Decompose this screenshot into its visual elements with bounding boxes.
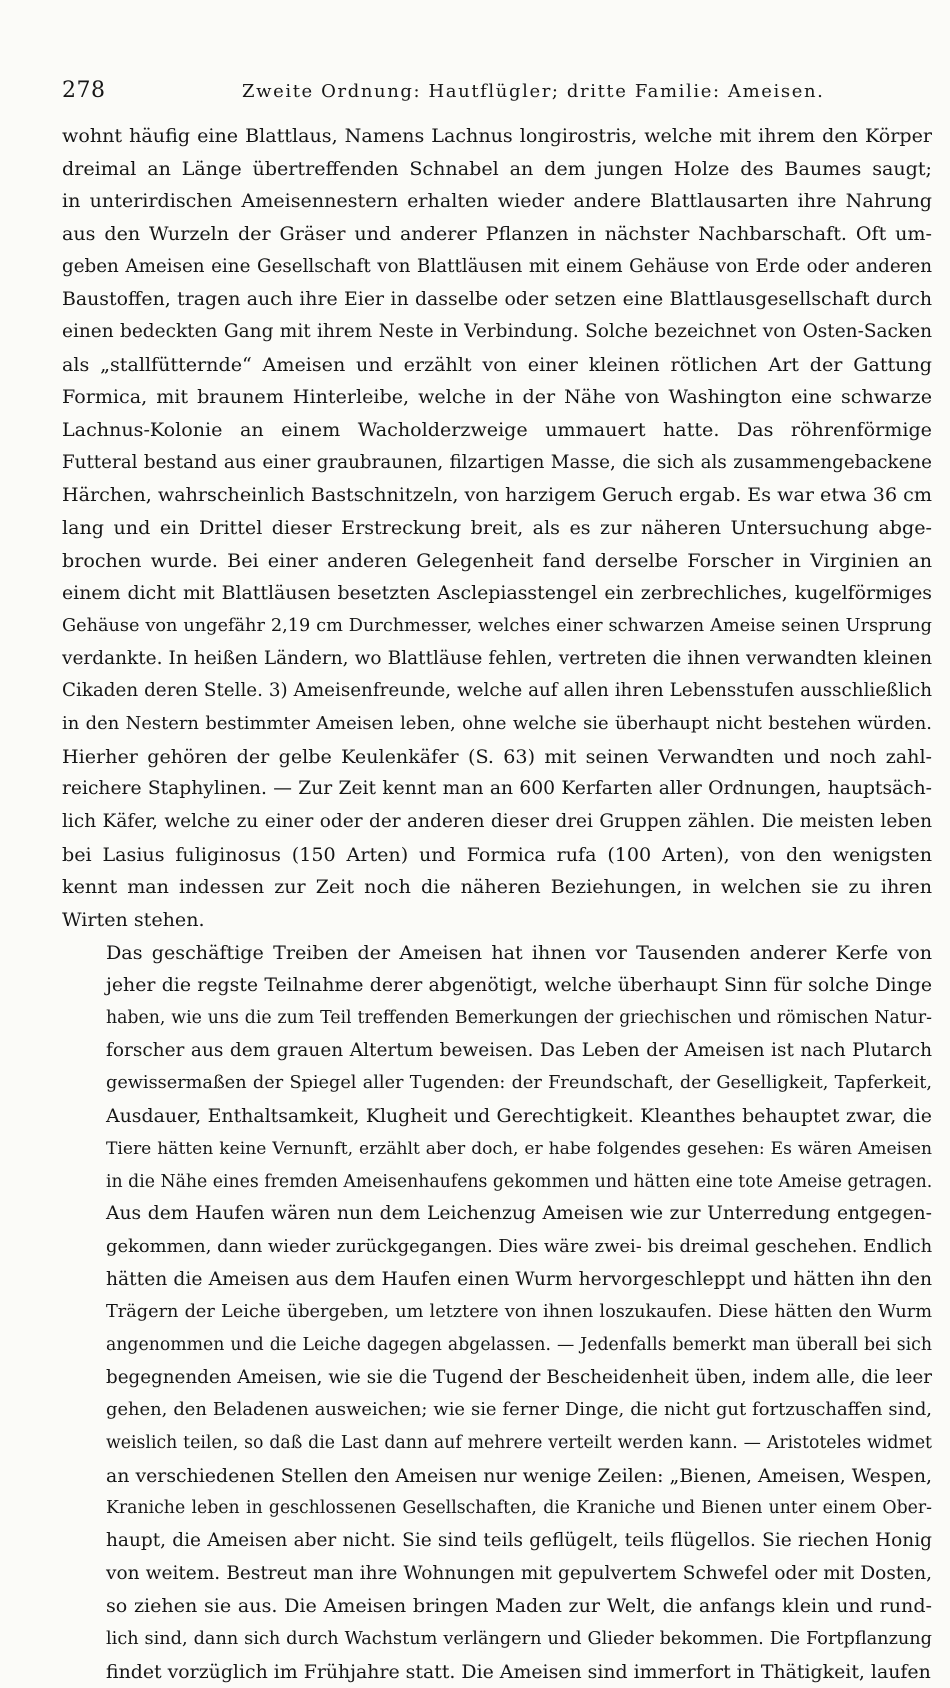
page-header (62, 78, 932, 112)
text-line: kennt man indessen zur Zeit noch die näheren Beziehungen, in welchen sie zu ihren (62, 875, 932, 899)
text-line: einem dicht mit Blattläusen besetzten Asclepiasstengel ein zerbrechliches, kugelförmiges (62, 582, 932, 605)
text-line: aus den Wurzeln der Gräser und anderer Pflanzen in nächster Nachbarschaft. Oft um- (62, 222, 932, 246)
paragraph-2 (62, 937, 932, 1688)
text-line: in den Nestern bestimmter Ameisen leben, ohne welche sie überhaupt nicht bestehen würden. (62, 713, 932, 735)
text-line: in unterirdischen Ameisennestern erhalten wieder andere Blattlausarten ihre Nahrung (62, 189, 932, 213)
text-line: einen bedeckten Gang mit ihrem Neste in Verbindung. Solche bezeichnet von Osten-Sacken (62, 321, 932, 343)
text-line: so ziehen sie aus. Die Ameisen bringen Maden zur Welt, die anfangs klein und rund- (106, 1594, 932, 1618)
text-line: Ausdauer, Enthaltsamkeit, Klugheit und Gerechtigkeit. Kleanthes behauptet zwar, die (106, 1105, 932, 1128)
text-line: lich Käfer, welche zu einer oder der anderen dieser drei Gruppen zählen. Die meisten leben (62, 811, 932, 833)
text-line: geben Ameisen eine Gesellschaft von Blattläusen mit einem Gehäuse von Erde oder anderen (62, 255, 932, 277)
text-line: bei Lasius fuliginosus (150 Arten) und Formica rufa (100 Arten), von den wenigsten (62, 842, 932, 866)
text-line: weislich teilen, so daß die Last dann auf mehrere verteilt werden kann. — Aristoteles widmet (106, 1432, 932, 1453)
text-line: verdankte. In heißen Ländern, wo Blattläuse fehlen, vertreten die ihnen verwandten kleinen (62, 647, 932, 669)
text-line: Aus dem Haufen wären nun dem Leichenzug Ameisen wie zur Unterredung entgegen- (106, 1203, 932, 1225)
text-line: als „stallfütternde“ Ameisen und erzählt von einer kleinen rötlichen Art der Gattung (62, 352, 932, 376)
text-line: forscher aus dem grauen Altertum beweisen. Das Leben der Ameisen ist nach Plutarch (106, 1039, 932, 1061)
text-line: haupt, die Ameisen aber nicht. Sie sind teils geflügelt, teils flügellos. Sie riechen Honig (106, 1529, 932, 1551)
paragraph-1 (62, 120, 932, 937)
running-title: Zweite Ordnung: Hautflügler; dritte Familie: Ameisen. (242, 81, 825, 102)
text-line: dreimal an Länge übertreffenden Schnabel an dem jungen Holze des Baumes saugt; (62, 156, 932, 180)
text-line: Gehäuse von ungefähr 2,19 cm Durchmesser, welches einer schwarzen Ameise seinen Ursprung (62, 616, 932, 637)
text-line: Hierher gehören der gelbe Keulenkäfer (S. 63) mit seinen Verwandten und noch zahl- (62, 744, 932, 768)
text-line: Futteral bestand aus einer graubraunen, filzartigen Masse, die sich als zusammengebackene (62, 451, 932, 473)
text-line: hätten die Ameisen aus dem Haufen einen Wurm hervorgeschleppt und hätten ihn den (106, 1268, 932, 1290)
text-line: Formica, mit braunem Hinterleibe, welche in der Nähe von Washington eine schwarze (62, 385, 932, 409)
text-line: gewissermaßen der Spiegel aller Tugenden: der Freundschaft, der Geselligkeit, Tapferkeit, (106, 1073, 932, 1094)
text-line: Baustoffen, tragen auch ihre Eier in dasselbe oder setzen eine Blattlausgesellschaft durch (62, 288, 932, 311)
text-line: Härchen, wahrscheinlich Bastschnitzeln, von harzigem Geruch ergab. Es war etwa 36 cm (62, 483, 932, 507)
page-number: 278 (62, 78, 106, 103)
text-line: brochen wurde. Bei einer anderen Gelegenheit fand derselbe Forscher in Virginien an (62, 548, 932, 572)
text-line: Das geschäftige Treiben der Ameisen hat ihnen vor Tausenden anderer Kerfe von (106, 940, 932, 964)
text-line: Cikaden deren Stelle. 3) Ameisenfreunde, welche auf allen ihren Lebensstufen ausschließlich (62, 680, 932, 702)
text-line: begegnenden Ameisen, wie sie die Tugend der Bescheidenheit üben, indem alle, die leer (106, 1366, 932, 1388)
text-line: Trägern der Leiche übergeben, um letztere von ihnen loszukaufen. Diese hätten den Wurm (106, 1302, 932, 1323)
text-line: gekommen, dann wieder zurückgegangen. Dies wäre zwei- bis dreimal geschehen. Endlich (106, 1235, 932, 1257)
text-line: Lachnus-Kolonie an einem Wacholderzweige ummauert hatte. Das röhrenförmige (62, 418, 932, 442)
text-line: Kraniche leben in geschlossenen Gesellschaften, die Kraniche und Bienen unter einem Ober- (106, 1498, 932, 1519)
text-line: Wirten stehen. (62, 908, 205, 932)
text-line: findet vorzüglich im Frühjahre statt. Die Ameisen sind immerfort in Thätigkeit, laufen (106, 1660, 931, 1683)
text-line: Tiere hätten keine Vernunft, erzählt aber doch, er habe folgendes gesehen: Es wären Ameisen (106, 1138, 932, 1159)
text-line: angenommen und die Leiche dagegen abgelassen. — Jedenfalls bemerkt man überall bei sich (106, 1334, 932, 1355)
text-line: in die Nähe eines fremden Ameisenhaufens gekommen und hätten eine tote Ameise getragen. (106, 1171, 932, 1192)
text-line: von weitem. Bestreut man ihre Wohnungen mit gepulvertem Schwefel oder mit Dosten, (106, 1562, 932, 1584)
text-line: reichere Staphylinen. — Zur Zeit kennt man an 600 Kerfarten aller Ordnungen, hauptsäch- (62, 778, 932, 800)
text-line: haben, wie uns die zum Teil treffenden Bemerkungen der griechischen und römischen Natur- (106, 1008, 932, 1029)
text-line: wohnt häufig eine Blattlaus, Namens Lachnus longirostris, welche mit ihrem den Körper (62, 124, 932, 147)
text-line: an verschiedenen Stellen den Ameisen nur wenige Zeilen: „Bienen, Ameisen, Wespen, (106, 1464, 932, 1487)
text-line: lich sind, dann sich durch Wachstum verlängern und Glieder bekommen. Die Fortpflanzung (106, 1628, 932, 1649)
text-line: gehen, den Beladenen ausweichen; wie sie ferner Dinge, die nicht gut fortzuschaffen sind, (106, 1399, 932, 1421)
text-line: lang und ein Drittel dieser Erstreckung breit, als es zur näheren Untersuchung abge- (62, 516, 932, 540)
text-line: jeher die regste Teilnahme derer abgenötigt, welche überhaupt Sinn für solche Dinge (106, 974, 932, 997)
